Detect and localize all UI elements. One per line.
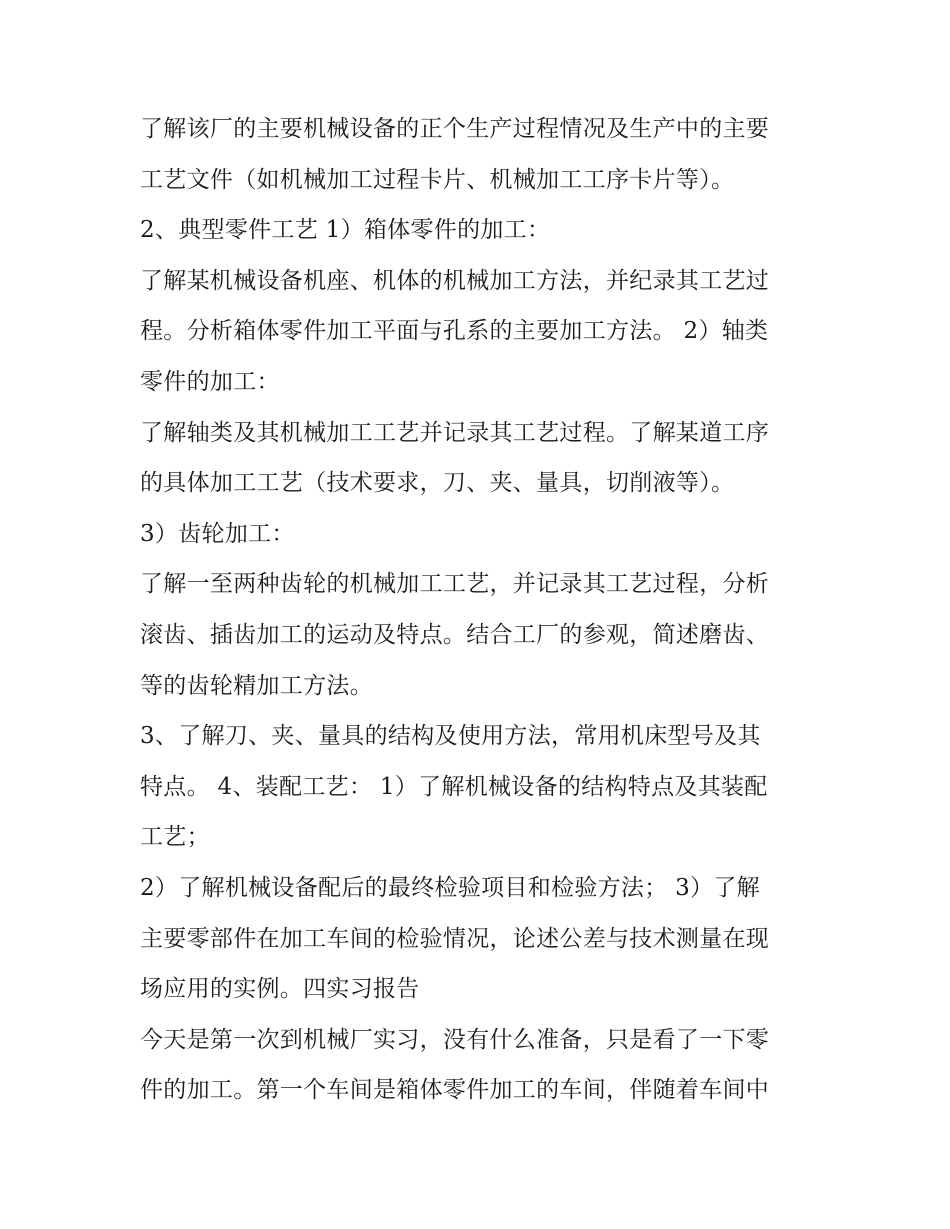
text-line-10: 了解一至两种齿轮的机械加工工艺，并记录其工艺过程，分析 — [140, 571, 770, 598]
text-line-18: 场应用的实例。四实习报告 — [140, 976, 420, 1003]
text-line-8: 的具体加工工艺（技术要求，刀、夹、量具，切削液等）。 — [140, 470, 735, 497]
text-line-19: 今天是第一次到机械厂实习，没有什么准备，只是看了一下零 — [140, 1026, 770, 1053]
text-line-4: 了解某机械设备机座、机体的机械加工方法，并纪录其工艺过 — [140, 267, 770, 294]
text-line-2: 工艺文件（如机械加工过程卡片、机械加工工序卡片等）。 — [140, 166, 735, 193]
text-line-12: 等的齿轮精加工方法。 — [140, 672, 373, 699]
text-line-20: 件的加工。第一个车间是箱体零件加工的车间，伴随着车间中 — [140, 1077, 770, 1104]
text-line-3: 2、典型零件工艺 1）箱体零件的加工： — [140, 217, 551, 244]
text-line-17: 主要零部件在加工车间的检验情况，论述公差与技术测量在现 — [140, 925, 770, 952]
text-line-6: 零件的加工： — [140, 368, 280, 395]
text-line-13: 3、了解刀、夹、量具的结构及使用方法，常用机床型号及其 — [140, 723, 761, 750]
body-text — [140, 104, 830, 1116]
text-line-14: 特点。 4、装配工艺： 1）了解机械设备的结构特点及其装配 — [140, 773, 768, 800]
text-line-7: 了解轴类及其机械加工工艺并记录其工艺过程。了解某道工序 — [140, 419, 770, 446]
text-line-15: 工艺； — [140, 824, 210, 851]
text-line-11: 滚齿、插齿加工的运动及特点。结合工厂的参观，简述磨齿、 — [140, 621, 770, 648]
text-line-9: 3）齿轮加工： — [140, 520, 295, 547]
text-line-1: 了解该厂的主要机械设备的正个生产过程情况及生产中的主要 — [140, 116, 770, 142]
text-line-16: 2）了解机械设备配后的最终检验项目和检验方法； 3）了解 — [140, 874, 760, 901]
text-line-5: 程。分析箱体零件加工平面与孔系的主要加工方法。 2）轴类 — [140, 318, 769, 345]
